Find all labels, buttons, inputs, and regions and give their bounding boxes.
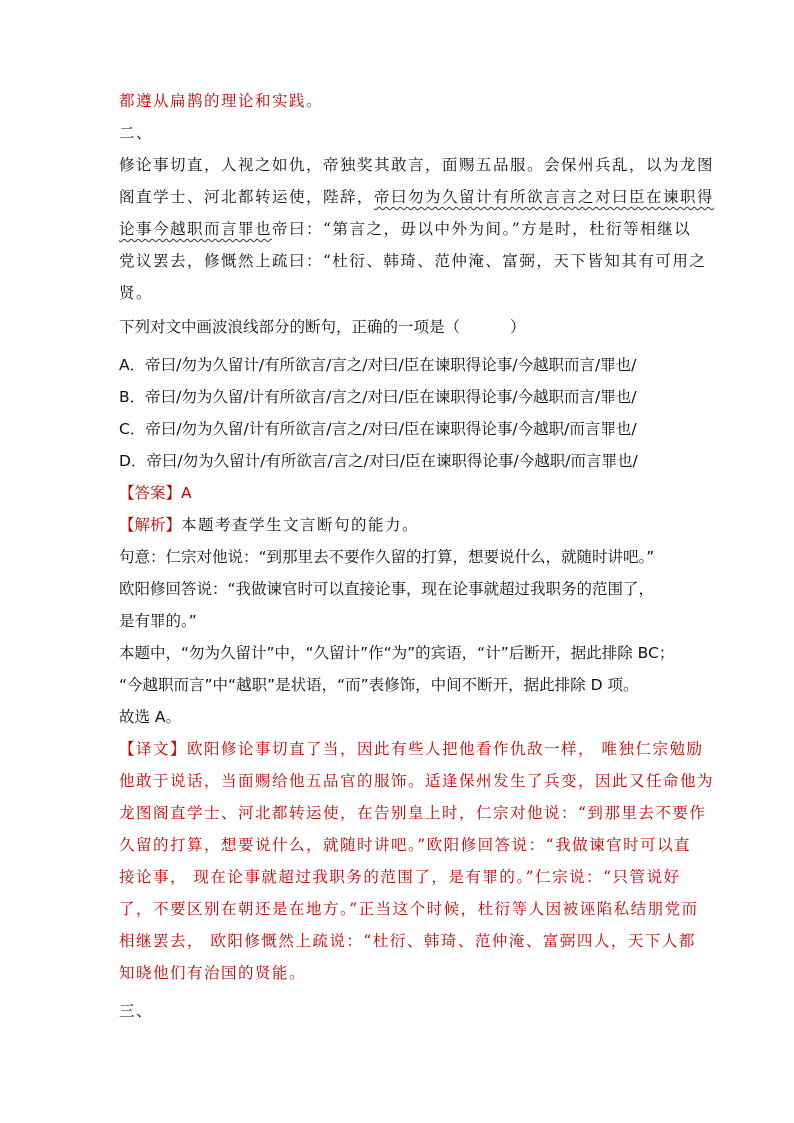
option-c: C．帝曰/勿为久留/计有所欲言/言之/对曰/臣在谏职得论事/今越职/而言罪也/ [119,420,637,438]
option-d: D．帝曰/勿为久留计/有所欲言/言之/对曰/臣在谏职得论事/今越职/而言罪也/ [119,452,638,470]
analysis-line: 句意：仁宗对他说：“到那里去不要作久留的打算，想要说什么，就随时讲吧。” [119,548,655,566]
answer-line [119,486,192,502]
answer-tag: 【答案】 [119,484,182,502]
translation-line: 了，不要区别在朝还是在地方。”正当这个时候，杜衍等人因被诬陷私结朋党而 [119,900,699,918]
translation-tag: 【译文】 [119,740,188,758]
translation-line: 接论事， 现在论事就超过我职务的范围了，是有罪的。”仁宗说：“只管说好 [119,868,681,886]
passage-wavy-segment-2: 论事今越职而言罪也 [119,220,273,238]
translation-intro: 欧阳修论事切直了当，因此有些人把他看作仇敌一样， 唯独仁宗勉励 [187,740,704,758]
analysis-line: 故选 A。 [119,708,182,726]
analysis-line: 本题中，“勿为久留计”中，“久留计”作“为”的宾语，“计”后断开，据此排除 BC； [119,644,675,662]
analysis-line: “今越职而言”中“越职”是状语，“而”表修饰，中间不断开，据此排除 D 项。 [119,676,639,694]
translation-line: 久留的打算，想要说什么，就随时讲吧。”欧阳修回答说：“我做谏官时可以直 [119,836,692,854]
option-b: B．帝曰/勿为久留/计有所欲言/言之/对曰/臣在谏职得论事/今越职而言/罪也/ [119,388,637,406]
analysis-line: 欧阳修回答说：“我做谏官时可以直接论事，现在论事就超过我职务的范围了， [119,580,655,598]
passage-line-4: 党议罢去，修慨然上疏曰：“杜衍、韩琦、范仲淹、富弼，天下皆知其有可用之 [119,252,707,270]
answer-value: A [181,484,192,502]
section-2-heading: 二、 [119,124,154,142]
passage-line-1: 修论事切直，人视之如仇，帝独奖其敢言，面赐五品服。会保州兵乱，以为龙图 [119,156,715,174]
section-3-heading: 三、 [119,1002,154,1020]
passage-line-3-plain: 帝曰：“第言之，毋以中外为间。”方是时，杜衍等相继以 [272,220,692,238]
analysis-intro: 本题考查学生文言断句的能力。 [181,516,420,534]
passage-wavy-segment-1: 帝曰勿为久留计有所欲言言之对曰臣在谏职得 [374,188,715,206]
translation-line: 龙图阁直学士、河北都转运使，在告别皇上时，仁宗对他说：“到那里去不要作 [119,804,707,822]
translation-line: 相继罢去， 欧阳修慨然上疏说：“杜衍、韩琦、范仲淹、富弼四人，天下人都 [119,932,696,950]
analysis-tag: 【解析】 [119,516,182,534]
passage-line-2 [119,190,714,206]
translation-line-1 [119,742,703,758]
passage-line-5: 贤。 [119,284,154,302]
passage-line-2-plain: 阁直学士、河北都转运使，陛辞， [119,188,375,206]
translation-line: 他敢于说话，当面赐给他五品官的服饰。适逢保州发生了兵变，因此又任命他为 [119,772,715,790]
analysis-line: 是有罪的。” [119,612,197,630]
previous-answer-tail: 都遵从扁鹊的理论和实践。 [119,92,324,110]
analysis-line-1 [119,518,419,534]
question-stem: 下列对文中画波浪线部分的断句，正确的一项是（ ） [119,318,526,336]
option-a: A．帝曰/勿为久留计/有所欲言/言之/对曰/臣在谏职得论事/今越职而言/罪也/ [119,356,637,374]
passage-line-3 [119,222,691,238]
translation-line: 知晓他们有治国的贤能。 [119,964,307,982]
